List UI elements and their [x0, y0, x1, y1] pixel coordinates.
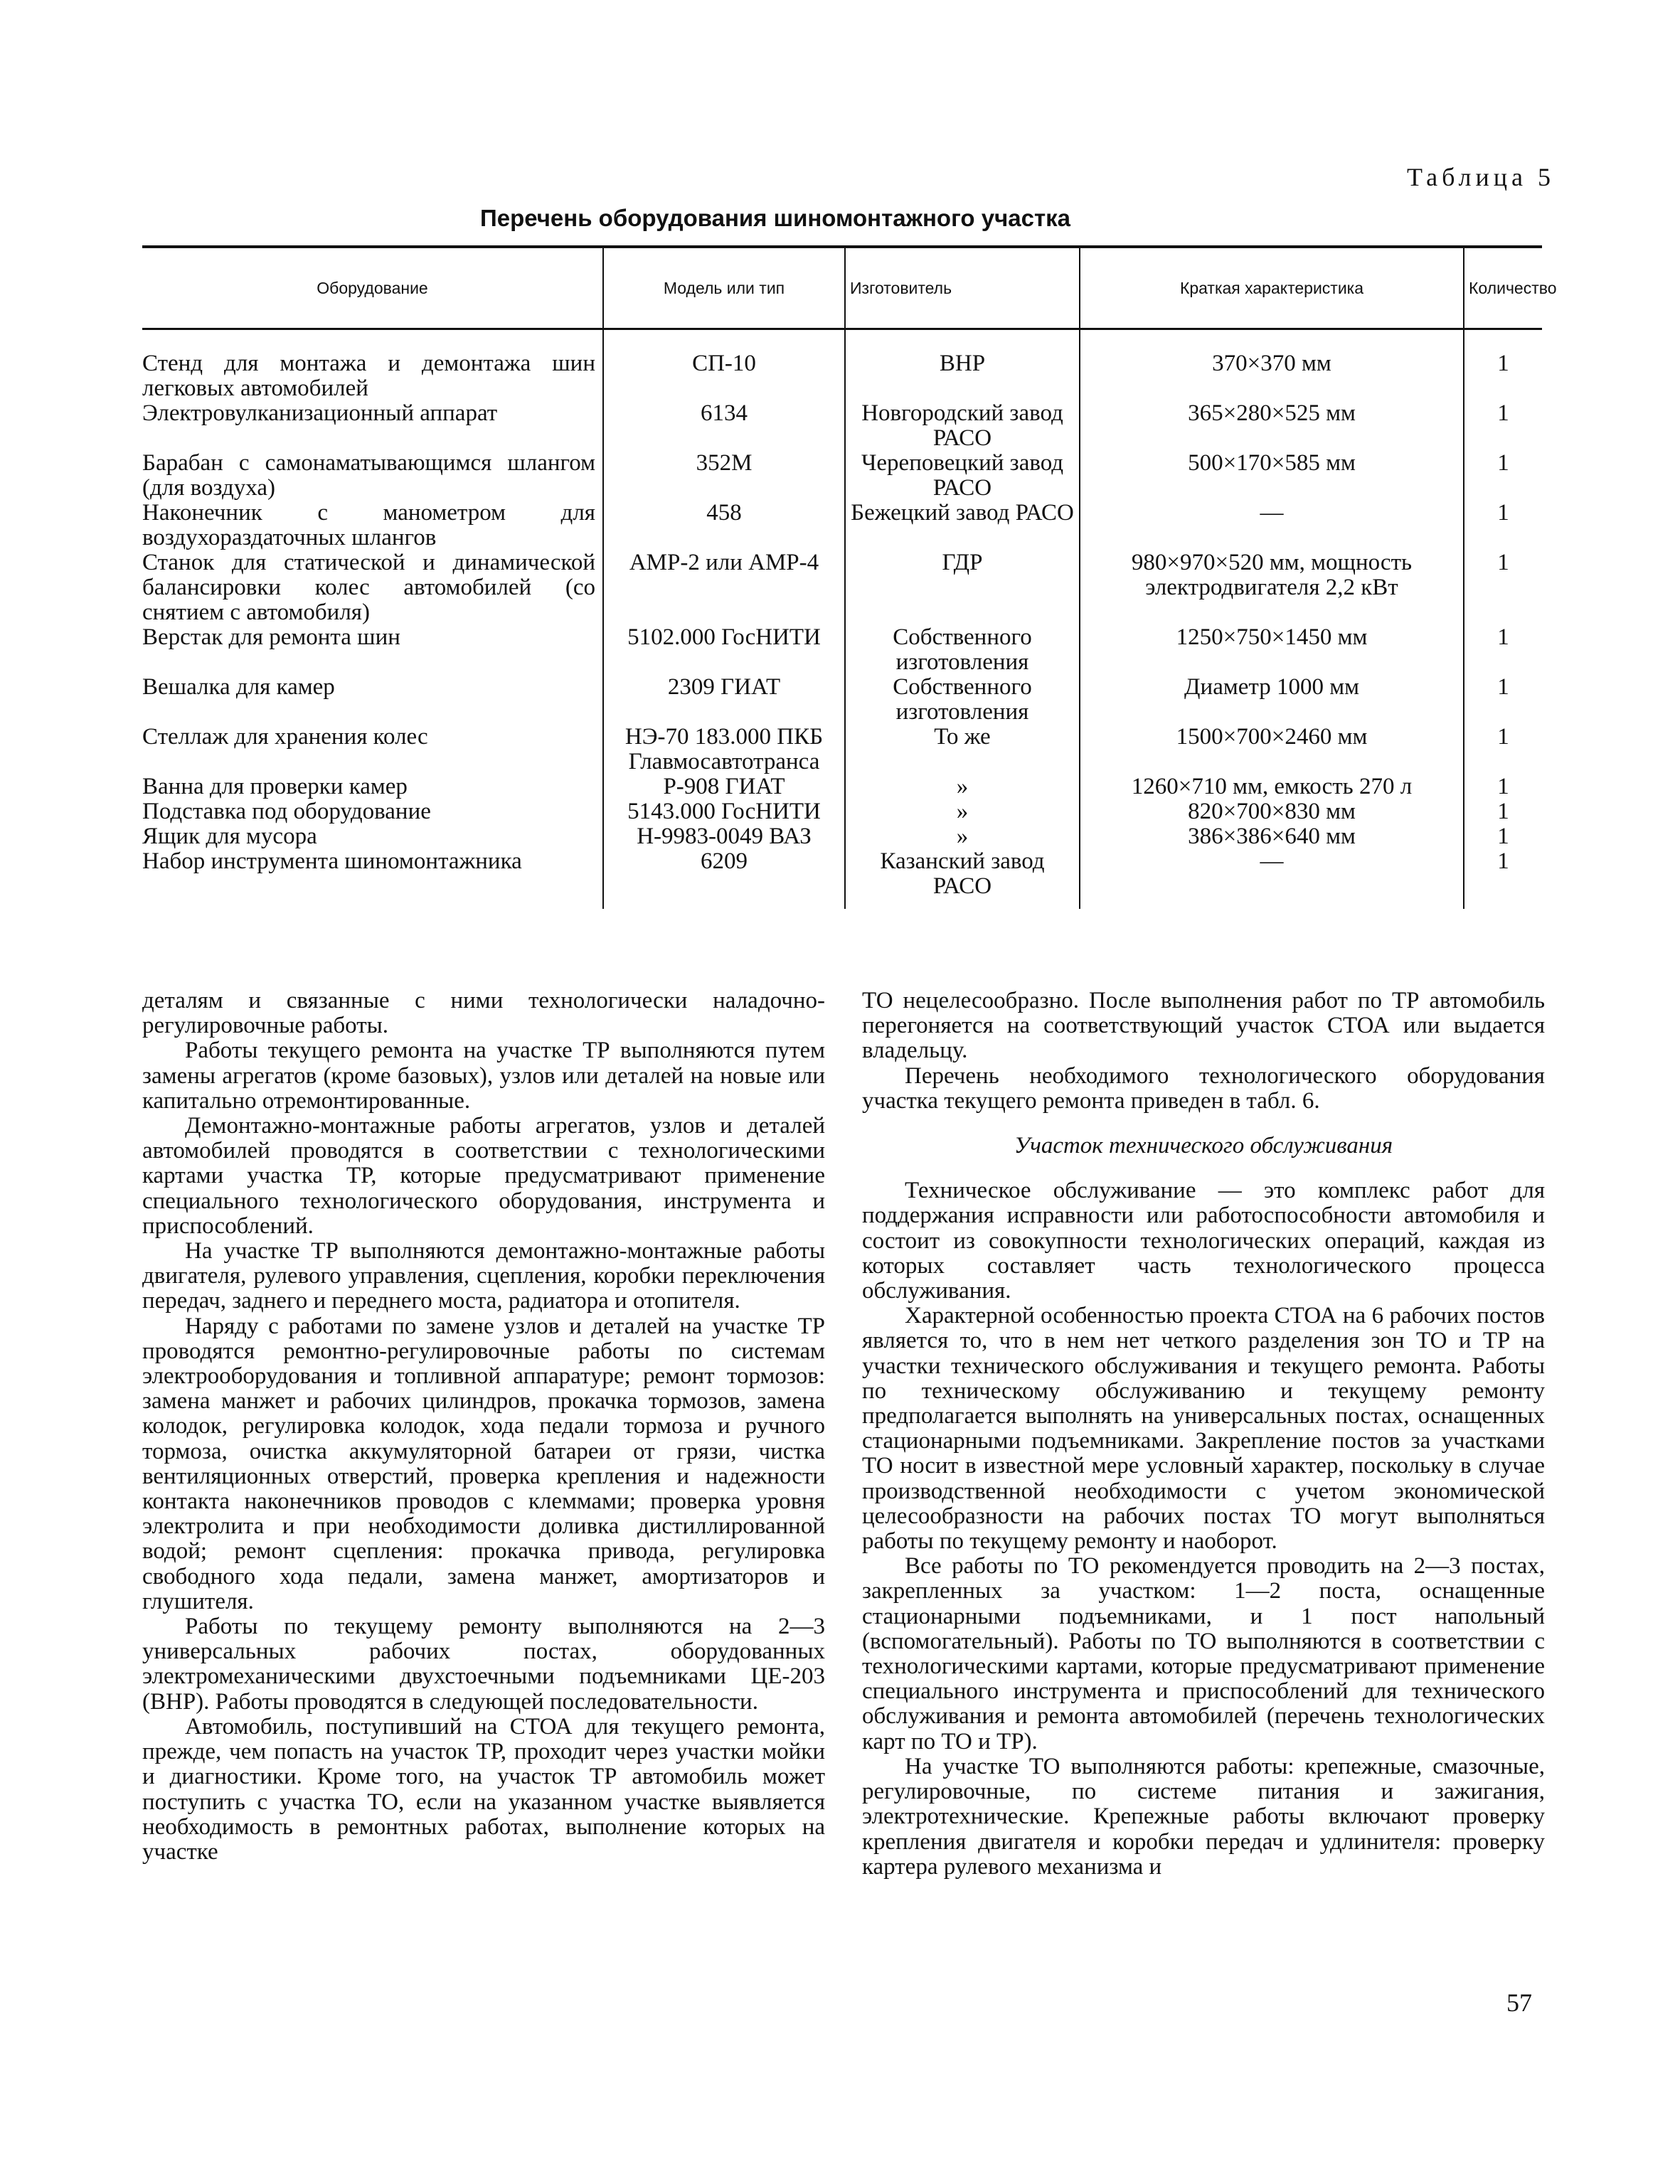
table-label: Таблица 5	[1407, 163, 1555, 191]
cell-equipment: Вешалка для камер	[142, 674, 335, 700]
cell-equipment: Барабан с самонаматывающимся шлангом (для воздуха)	[142, 450, 595, 501]
table-row	[142, 401, 1542, 451]
cell-equipment: Стеллаж для хранения колес	[142, 724, 428, 750]
cell-maker: »	[845, 774, 1080, 799]
table-title: Перечень оборудования шиномонтажного участка	[480, 205, 1070, 231]
page-number: 57	[1506, 1988, 1532, 2017]
cell-equipment: Ящик для мусора	[142, 824, 317, 849]
paragraph: Автомобиль, поступивший на СТОА для текущего ремонта, прежде, чем попасть на участок ТР, проходит через участки мойки и диагностики. Кроме того, на участок ТР автомобиль может поступить с участка ТО, если на указанном участке выявляется необходимость в ремонтных работах, выполнение которых на участке	[142, 1713, 825, 1865]
cell-spec: 500×170×585 мм	[1080, 451, 1464, 501]
paragraph: ТО нецелесообразно. После выполнения работ по ТР автомобиль перегоняется на соответствующий участок СТОА или выдается владельцу.	[862, 988, 1545, 1064]
cell-model: НЭ-70 183.000 ПКБ Главмосавтотранса	[603, 725, 845, 774]
paragraph: Работы текущего ремонта на участке ТР выполняются путем замены агрегатов (кроме базовых), узлов или деталей на новые или капитально отремонтированные.	[142, 1038, 825, 1114]
cell-maker: Собственного изготовления	[845, 625, 1080, 675]
cell-maker: Череповецкий завод РАСО	[845, 451, 1080, 501]
cell-quantity: 1	[1464, 725, 1542, 774]
cell-model: 6209	[603, 849, 845, 909]
cell-spec: 386×386×640 мм	[1080, 824, 1464, 849]
cell-spec: 370×370 мм	[1080, 329, 1464, 402]
table-row	[142, 451, 1542, 501]
cell-model: Н-9983-0049 ВАЗ	[603, 824, 845, 849]
cell-model: 2309 ГИАТ	[603, 675, 845, 725]
paragraph: Демонтажно-монтажные работы агрегатов, узлов и деталей автомобилей проводятся в соответствии с технологическими картами участка ТР, которые предусматривают применение специального технологического оборудования, инструмента и приспособлений.	[142, 1113, 825, 1239]
cell-quantity: 1	[1464, 675, 1542, 725]
cell-maker: »	[845, 824, 1080, 849]
cell-spec: —	[1080, 501, 1464, 550]
cell-quantity: 1	[1464, 501, 1542, 550]
cell-spec: 1250×750×1450 мм	[1080, 625, 1464, 675]
cell-spec: Диаметр 1000 мм	[1080, 675, 1464, 725]
cell-model: АМР-2 или АМР-4	[603, 550, 845, 625]
paragraph: Характерной особенностью проекта СТОА на 6 рабочих постов является то, что в нем нет четкого разделения зон ТО и ТР на участки технического обслуживания и текущего ремонта. Работы по техническому обслуживанию и текущему ремонту предполагается выполнять на универсальных постах, оснащенных стационарными подъемниками. Закрепление постов за участками ТО носит в известной мере условный характер, поскольку в случае производственной необходимости с учетом экономической целесообразности на рабочих постах ТО могут выполняться работы по текущему ремонту и наоборот.	[862, 1303, 1545, 1555]
header-equipment: Оборудование	[142, 247, 603, 329]
cell-spec: 1260×710 мм, емкость 270 л	[1080, 774, 1464, 799]
cell-quantity: 1	[1464, 329, 1542, 402]
cell-quantity: 1	[1464, 401, 1542, 451]
cell-model: 5143.000 ГосНИТИ	[603, 799, 845, 824]
header-quantity: Количество	[1464, 247, 1542, 329]
table-row	[142, 550, 1542, 625]
cell-model: 6134	[603, 401, 845, 451]
cell-maker: То же	[845, 725, 1080, 774]
cell-equipment: Станок для статической и динамической балансировки колес автомобилей (со снятием с автомобиля)	[142, 550, 595, 625]
cell-quantity: 1	[1464, 824, 1542, 849]
cell-maker: Собственного изготовления	[845, 675, 1080, 725]
cell-maker: ВНР	[845, 329, 1080, 402]
cell-model: 352М	[603, 451, 845, 501]
header-spec: Краткая характеристика	[1080, 247, 1464, 329]
cell-maker: »	[845, 799, 1080, 824]
paragraph: Все работы по ТО рекомендуется проводить на 2—3 постах, закрепленных за участком: 1—2 поста, оснащенные стационарными подъемниками, и 1 пост напольный (вспомогательный). Работы по ТО выполняются в соответствии с технологическими картами, которые предусматривают применение специального инструмента и приспособлений для технического обслуживания и ремонта автомобилей (перечень технологических карт по ТО и ТР).	[862, 1553, 1545, 1754]
table-header-row	[142, 247, 1542, 329]
table-row	[142, 675, 1542, 725]
table-row	[142, 774, 1542, 799]
cell-model: 5102.000 ГосНИТИ	[603, 625, 845, 675]
paragraph: Наряду с работами по замене узлов и деталей на участке ТР проводятся ремонтно-регулировочные работы по системам электрооборудования и топливной аппаратуре; ремонт тормозов: замена манжет и рабочих цилиндров, прокачка тормозов, замена колодок, регулировка колодок, хода педали тормоза и ручного тормоза, очистка аккумуляторной батареи от грязи, чистка вентиляционных отверстий, проверка крепления и надежности контакта наконечников проводов с клеммами; проверка уровня электролита и при необходимости доливка дистиллированной водой; ремонт сцепления: прокачка привода, регулировка свободного хода педали, замена манжет, амортизаторов и глушителя.	[142, 1313, 825, 1614]
paragraph: Работы по текущему ремонту выполняются на 2—3 универсальных рабочих постах, оборудованных электромеханическими двухстоечными подъемниками ЦЕ-203 (ВНР). Работы проводятся в следующей последовательности.	[142, 1614, 825, 1715]
right-text-column	[862, 989, 1545, 1880]
cell-spec: 365×280×525 мм	[1080, 401, 1464, 451]
cell-equipment: Электровулканизационный аппарат	[142, 400, 498, 426]
cell-spec: 1500×700×2460 мм	[1080, 725, 1464, 774]
cell-model: Р-908 ГИАТ	[603, 774, 845, 799]
table-row	[142, 329, 1542, 402]
cell-equipment: Верстак для ремонта шин	[142, 624, 400, 650]
cell-quantity: 1	[1464, 625, 1542, 675]
table-row	[142, 849, 1542, 909]
cell-quantity: 1	[1464, 774, 1542, 799]
cell-quantity: 1	[1464, 799, 1542, 824]
section-heading: Участок технического обслуживания	[1014, 1133, 1393, 1159]
cell-model: СП-10	[603, 329, 845, 402]
cell-spec: 820×700×830 мм	[1080, 799, 1464, 824]
paragraph: Перечень необходимого технологического оборудования участка текущего ремонта приведен в табл. 6.	[862, 1062, 1545, 1114]
cell-equipment: Наконечник с манометром для воздухораздаточных шлангов	[142, 500, 595, 550]
cell-equipment: Стенд для монтажа и демонтажа шин легковых автомобилей	[142, 351, 595, 401]
cell-equipment: Подставка под оборудование	[142, 799, 431, 824]
cell-equipment: Набор инструмента шиномонтажника	[142, 848, 522, 874]
cell-maker: Казанский завод РАСО	[845, 849, 1080, 909]
header-model: Модель или тип	[603, 247, 845, 329]
cell-maker: Новгородский завод РАСО	[845, 401, 1080, 451]
left-text-column	[142, 989, 825, 1865]
paragraph: Техническое обслуживание — это комплекс работ для поддержания исправности или работоспособности автомобиля и состоит из совокупности технологических операций, каждая из которых составляет часть технологического процесса обслуживания.	[862, 1178, 1545, 1304]
cell-model: 458	[603, 501, 845, 550]
paragraph: На участке ТР выполняются демонтажно-монтажные работы двигателя, рулевого управления, сцепления, коробки переключения передач, заднего и переднего моста, радиатора и отопителя.	[142, 1238, 825, 1314]
cell-quantity: 1	[1464, 550, 1542, 625]
header-maker: Изготовитель	[845, 247, 1080, 329]
cell-quantity: 1	[1464, 451, 1542, 501]
table-row	[142, 625, 1542, 675]
cell-maker: Бежецкий завод РАСО	[845, 501, 1080, 550]
table-row	[142, 725, 1542, 774]
cell-spec: 980×970×520 мм, мощность электродвигателя 2,2 кВт	[1080, 550, 1464, 625]
table-row	[142, 824, 1542, 849]
paragraph: На участке ТО выполняются работы: крепежные, смазочные, регулировочные, по системе питания и зажигания, электротехнические. Крепежные работы включают проверку крепления двигателя и коробки передач и удлинителя: проверку картера рулевого механизма и	[862, 1753, 1545, 1880]
paragraph: деталям и связанные с ними технологически наладочно-регулировочные работы.	[142, 988, 825, 1039]
cell-equipment: Ванна для проверки камер	[142, 774, 408, 799]
table-row	[142, 799, 1542, 824]
equipment-table	[142, 245, 1557, 909]
cell-quantity: 1	[1464, 849, 1542, 909]
cell-maker: ГДР	[845, 550, 1080, 625]
cell-spec: —	[1080, 849, 1464, 909]
table-row	[142, 501, 1542, 550]
